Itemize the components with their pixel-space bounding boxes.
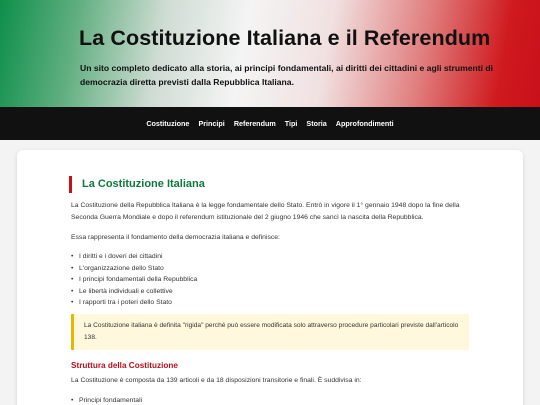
nav-item-tipi[interactable]: Tipi [284, 119, 298, 128]
list-item: • I diritti e i doveri dei cittadini [71, 251, 197, 263]
structure-list [71, 395, 142, 405]
intro-paragraph: La Costituzione della Repubblica Italiana è la legge fondamentale dello Stato. Entrò in vigore il 1° gennaio 1948 dopo la fine della Seconda Guerra Mondiale e dopo il referendum istituzionale del 2 giugno 1946 che sancì la nascita della Repubblica. [71, 202, 460, 221]
nav-item-principi[interactable]: Principi [198, 119, 225, 128]
page-subtitle: Un sito completo dedicato alla storia, ai principi fondamentali, ai diritti dei cittadini e agli strumenti di democrazia diretta previsti dalla Repubblica Italiana. [80, 63, 494, 87]
nav-item-referendum[interactable]: Referendum [233, 119, 276, 128]
nav-item-approfondimenti[interactable]: Approfondimenti [335, 119, 394, 128]
page-title: La Costituzione Italiana e il Referendum [79, 26, 491, 50]
list-item: • Le libertà individuali e collettive [71, 286, 197, 298]
list-item: • L'organizzazione dello Stato [71, 263, 197, 275]
info-note: La Costituzione italiana è definita "rigida" perché può essere modificata solo attraverso procedure particolari previste dall'articolo 138. [71, 314, 469, 350]
list-item: • I rapporti tra i poteri dello Stato [71, 297, 197, 309]
content-card [17, 150, 523, 405]
definitions-list [71, 251, 197, 309]
subsection-title: Struttura della Costituzione [71, 361, 178, 370]
section-title: La Costituzione Italiana [69, 176, 205, 193]
hero-banner [0, 0, 540, 107]
list-item: • I principi fondamentali della Repubblica [71, 274, 197, 286]
definition-paragraph: Essa rappresenta il fondamento della democrazia italiana e definisce: [71, 234, 280, 241]
nav-item-costituzione[interactable]: Costituzione [146, 119, 190, 128]
main-nav [0, 107, 540, 140]
nav-item-storia[interactable]: Storia [306, 119, 327, 128]
structure-paragraph: La Costituzione è composta da 139 articoli e da 18 disposizioni transitorie e finali. È suddivisa in: [71, 377, 362, 384]
list-item: • Principi fondamentali [71, 395, 142, 405]
